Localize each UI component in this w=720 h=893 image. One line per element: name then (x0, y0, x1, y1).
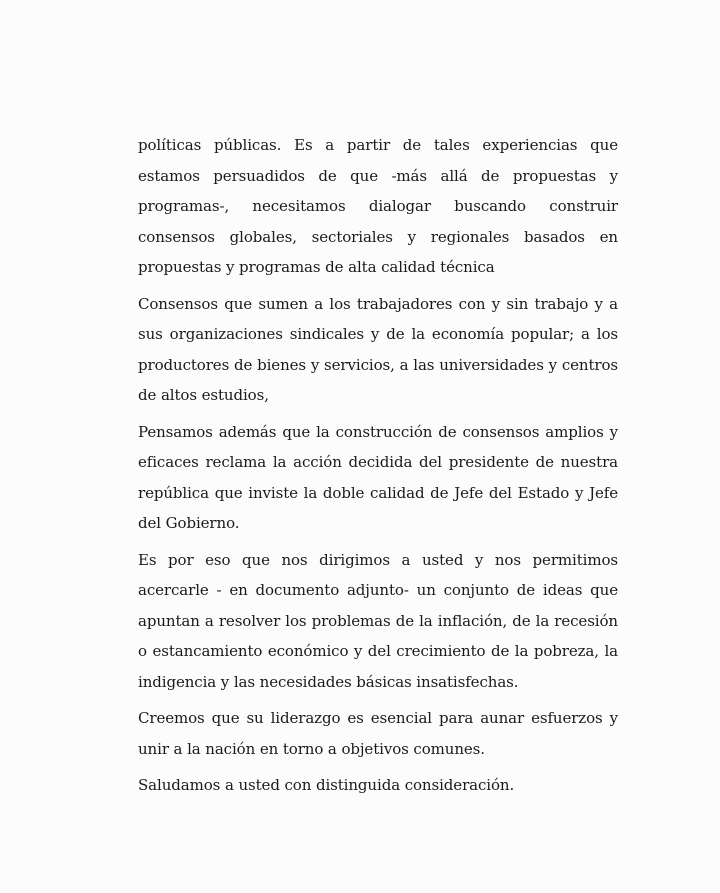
paragraph-1: políticas públicas. Es a partir de tales experiencias que estamos persuadidos de que -más allá de propuestas y programas-, necesitamos dialogar buscando construir consensos globales, sectoriales y regionales basados en propuestas y programas de alta calidad técnica (138, 136, 618, 276)
closing-salutation: Saludamos a usted con distinguida consideración. (138, 776, 515, 794)
paragraph-5: Creemos que su liderazgo es esencial para aunar esfuerzos y unir a la nación en torno a objetivos comunes. (138, 709, 618, 758)
letter-body (138, 130, 618, 807)
paragraph-2: Consensos que sumen a los trabajadores con y sin trabajo y a sus organizaciones sindicales y de la economía popular; a los productores de bienes y servicios, a las universidades y centros de altos estudios, (138, 294, 618, 404)
paragraph-4: Es por eso que nos dirigimos a usted y nos permitimos acercarle - en documento adjunto- un conjunto de ideas que apuntan a resolver los problemas de la inflación, de la recesión o estancamiento económico y del crecimiento de la pobreza, la indigencia y las necesidades básicas insatisfechas. (138, 550, 618, 691)
paragraph-3: Pensamos además que la construcción de consensos amplios y eficaces reclama la acción decidida del presidente de nuestra república que inviste la doble calidad de Jefe del Estado y Jefe del Gobierno. (138, 422, 618, 532)
